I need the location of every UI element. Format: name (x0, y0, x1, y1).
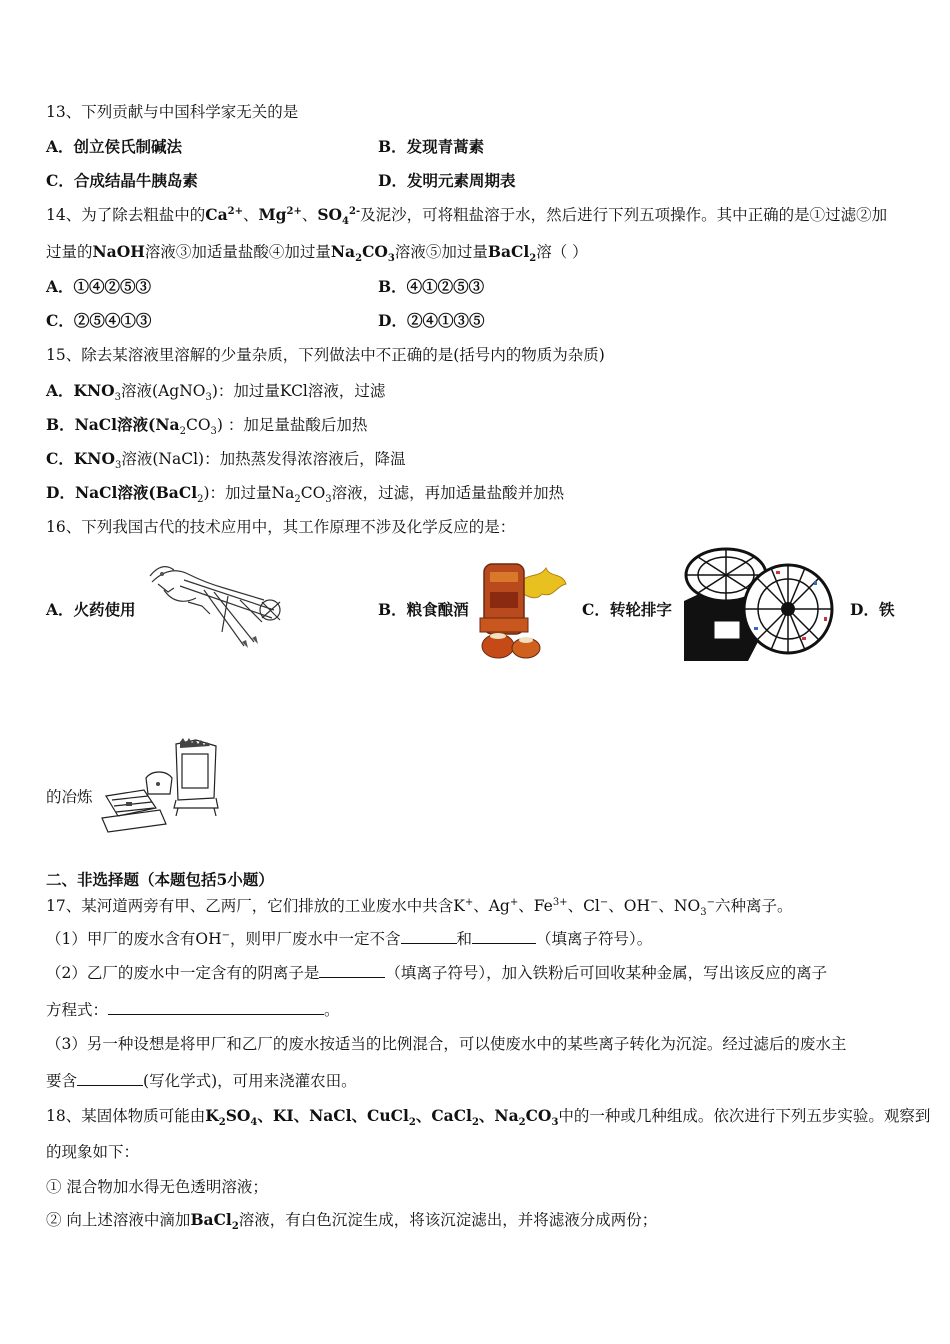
q15-option-b: B．NaCl溶液$(Na_2CO_3)$ ：加足量盐酸后加热 (46, 415, 368, 438)
q17-blank-2[interactable] (472, 929, 536, 944)
q17-stem: 17、某河道两旁有甲、乙两厂，它们排放的工业废水中共含K+、Ag+、$Fe^{3+}$、Cl−、OH−、$NO_3^-$六种离子。 (46, 896, 793, 919)
rotating-type-wheels-figure (684, 547, 840, 661)
q18-stem-line2: 的现象如下： (46, 1143, 140, 1161)
q17-part2: （2）乙厂的废水中一定含有的阴离子是 （填离子符号），加入铁粉后可回收某种金属，写出该反应的离子 (46, 964, 828, 982)
q13-option-a: A．创立侯氏制碱法 (46, 137, 183, 156)
q15-stem: 15、除去某溶液里溶解的少量杂质，下列做法中不正确的是(括号内的物质为杂质) (46, 346, 605, 364)
q16-option-c: C．转轮排字 (582, 600, 672, 619)
q13-option-c: C．合成结晶牛胰岛素 (46, 171, 198, 190)
q14-stem-line1: 14、为了除去粗盐中的$Ca^{2+}$、$Mg^{2+}$、$SO_4^{2-}$及泥沙，可将粗盐溶于水，然后进行下列五项操作。其中正确的是①过滤②加 (46, 205, 888, 228)
q17-blank-1[interactable] (401, 929, 457, 944)
q18-step-1: ① 混合物加水得无色透明溶液； (46, 1178, 268, 1196)
q17-part2-cont: 方程式： 。 (46, 1001, 340, 1019)
q17-blank-4[interactable] (108, 1000, 324, 1015)
q16-option-d-cont: 的冶炼 (46, 788, 93, 806)
q16-option-b: B．粮食酿酒 (378, 600, 469, 619)
q13-stem: 13、下列贡献与中国科学家无关的是 (46, 103, 299, 121)
q18-stem-line1: 18、某固体物质可能由$K_2SO_4$、KI、NaCl、CuCl$_2$、CaCl$_2$、$Na_2CO_3$中的一种或几种组成。依次进行下列五步实验。观察到 (46, 1106, 931, 1129)
q13-option-b: B．发现青蒿素 (378, 137, 485, 156)
rocket-dragon-figure (144, 562, 288, 654)
q16-option-a: A．火药使用 (46, 600, 136, 619)
q14-stem-line2: 过量的NaOH溶液③加适量盐酸④加过量$Na_2CO_3$溶液⑤加过量BaCl$_2$溶（ ） (46, 242, 588, 265)
q14-option-d: D．②④①③⑤ (378, 311, 485, 330)
q14-option-b: B．④①②⑤③ (378, 277, 485, 296)
q18-step-2: ② 向上述溶液中滴加BaCl$_2$溶液，有白色沉淀生成，将该沉淀滤出，并将滤液分成两份； (46, 1210, 658, 1233)
wine-jars-figure (476, 558, 570, 660)
iron-smelting-figure (96, 738, 222, 834)
q17-blank-5[interactable] (77, 1071, 143, 1086)
q17-part3-cont: 要含 (写化学式)，可用来浇灌农田。 (46, 1072, 357, 1090)
q17-part3: （3）另一种设想是将甲厂和乙厂的废水按适当的比例混合，可以使废水中的某些离子转化为沉淀。经过滤后的废水主 (46, 1035, 847, 1053)
q15-option-a: A．$KNO_3$溶液(AgNO$_3$)：加过量KCl溶液，过滤 (46, 381, 386, 404)
q13-option-d: D．发明元素周期表 (378, 171, 516, 190)
q16-stem: 16、下列我国古代的技术应用中，其工作原理不涉及化学反应的是： (46, 518, 516, 536)
section2-title: 二、非选择题（本题包括5小题） (46, 870, 274, 889)
q14-option-c: C．②⑤④①③ (46, 311, 152, 330)
q15-option-d: D．NaCl溶液(BaCl$_2$)：加过量$Na_2CO_3$溶液，过滤，再加适量盐酸并加热 (46, 483, 565, 506)
q16-option-d: D．铁 (850, 600, 895, 619)
q15-option-c: C．$KNO_3$溶液(NaCl)：加热蒸发得浓溶液后，降温 (46, 449, 406, 472)
q17-part1: （1）甲厂的废水含有OH−，则甲厂废水中一定不含 和 （填离子符号）。 (46, 929, 653, 948)
q17-blank-3[interactable] (319, 963, 385, 978)
q14-option-a: A．①④②⑤③ (46, 277, 152, 296)
